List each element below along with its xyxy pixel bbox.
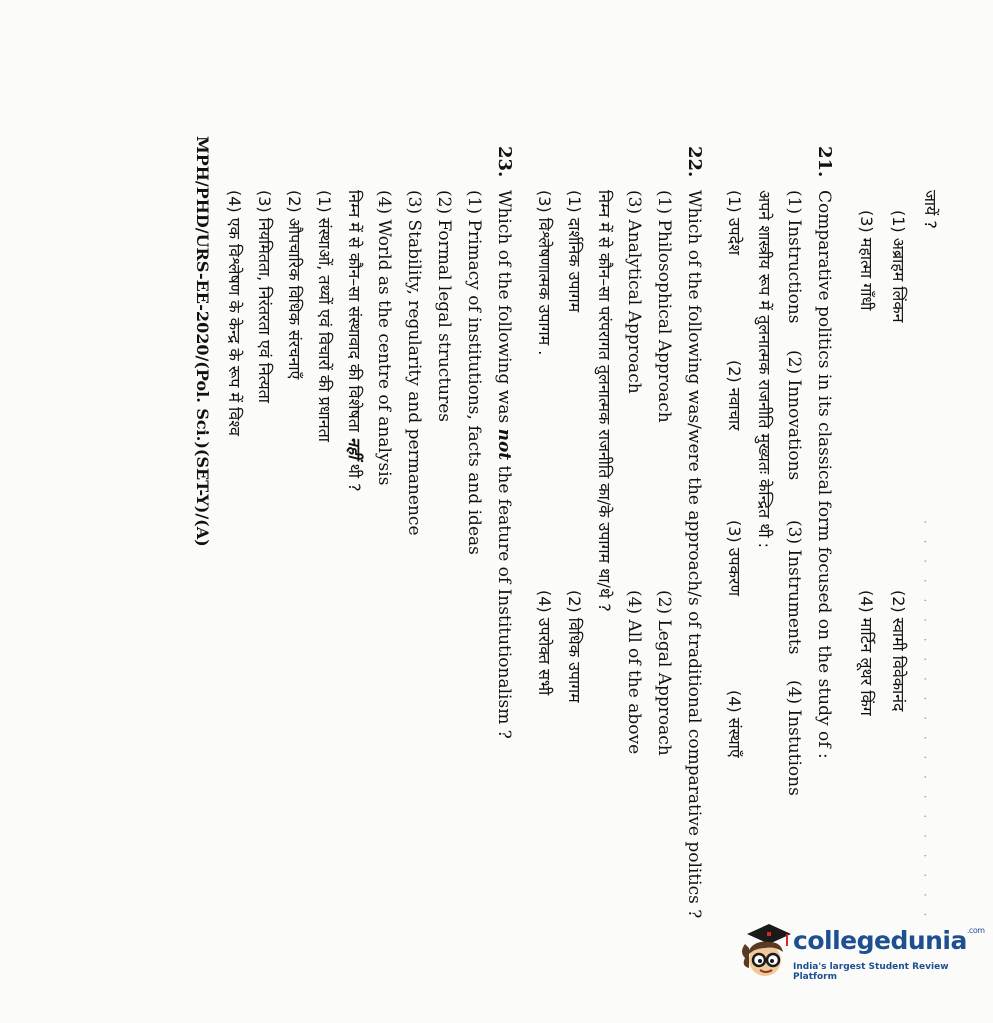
q21-option-hi-2: (2) नवाचार: [725, 360, 744, 431]
q22-option-hi-1: (1) दार्शनिक उपागम: [565, 190, 584, 313]
watermark-brand: collegedunia$^{.com}$: [793, 926, 985, 955]
q22-option-en-3: (3) Analytical Approach: [624, 190, 644, 394]
q23-option-hi-1: (1) संस्थाओं, तथ्यों एवं विचारों की प्रधानता: [315, 190, 334, 442]
collegedunia-watermark: [735, 918, 985, 988]
footer-code: MPH/PHD/URS-EE-2020/(Pol. Sci.)(SET-Y)/(A): [193, 136, 212, 547]
q20-option-4: (4) मार्टिन लूथर किंग: [857, 590, 876, 716]
q23-text-hi-pre: निम्न में से कौन–सा संस्थावाद की विशेषता: [345, 190, 364, 438]
q23-option-hi-2: (2) औपचारिक विधिक संरचनाएँ: [285, 190, 304, 380]
q21-question-hi: [753, 190, 775, 548]
q23-text-hi-emphasis: नहीं: [345, 437, 364, 459]
q23-text-en-pre: Which of the following was: [494, 190, 514, 429]
q22-option-hi-2: (2) विधिक उपागम: [565, 590, 584, 703]
q21-option-hi-4: (4) संस्थाएँ: [725, 690, 744, 758]
q22-question-hi: [593, 190, 615, 612]
q20-option-1: (1) अब्राहम लिंकन: [889, 210, 908, 323]
carry-text: जायें ?: [921, 190, 940, 229]
q22-option-hi-3: (3) विश्लेषणात्मक उपागम .: [535, 190, 554, 356]
q23-text-en-emphasis: not: [494, 428, 514, 461]
q23-option-en-3-line: [403, 190, 425, 536]
q21-option-en-1: (1) Instructions: [784, 190, 804, 324]
q23-option-en-3: (3) Stability, regularity and permanence: [404, 190, 424, 536]
q23-option-en-4: (4) World as the centre of analysis: [374, 190, 394, 486]
q22-option-en-2: (2) Legal Approach: [654, 590, 674, 756]
rotated-question-block: [41, 136, 941, 923]
q23-option-hi-4-line: [223, 190, 245, 436]
q21-option-en-2: (2) Innovations: [784, 350, 804, 481]
q23-text-hi-post: थी ?: [345, 458, 364, 492]
q21-text-hi: अपने शास्त्रीय रूप में तुलनात्मक राजनीति मुख्यतः केन्द्रित थी :: [755, 190, 774, 549]
q23-option-en-1-line: [463, 190, 485, 555]
faint-bleed-text: · · · · · · · · · · · · · · · · · · · · ·: [918, 520, 932, 923]
q23-question-en: [493, 146, 515, 739]
page-footer: [191, 136, 213, 547]
q21-text-en: Comparative politics in its classical form focused on the study of :: [814, 190, 834, 759]
q21-option-hi-1: (1) उपदेश: [725, 190, 744, 255]
q23-option-hi-1-line: [313, 190, 335, 442]
carry-over-line: [918, 190, 941, 923]
q23-option-en-2-line: [433, 190, 455, 422]
q23-question-hi: [343, 190, 365, 492]
q23-option-hi-4: (4) एक विश्लेषण के केन्द्र के रूप में विश्व: [225, 190, 244, 436]
q22-text-en: Which of the following was/were the approach/s of traditional comparative politics ?: [684, 190, 704, 919]
q22-option-en-4: (4) All of the above: [624, 590, 644, 755]
q23-option-hi-3: (3) नियमितता, निरंतरता एवं नित्यता: [255, 190, 274, 403]
watermark-suffix: .com: [966, 926, 985, 935]
watermark-tagline: India's largest Student Review Platform: [793, 962, 949, 982]
graduate-mascot-icon: [735, 922, 795, 982]
q21-option-en-3: (3) Instruments: [784, 520, 804, 655]
q22-number: 22.: [684, 146, 705, 178]
q23-option-en-1: (1) Primacy of institutions, facts and ideas: [464, 190, 484, 555]
q22-text-hi: निम्न में से कौन–सा परंपरागत तुलनात्मक राजनीति का/के उपागम था/थे ?: [595, 190, 614, 612]
q22-option-hi-4: (4) उपरोक्त सभी: [535, 590, 554, 696]
q23-option-hi-2-line: [283, 190, 305, 379]
q20-option-3: (3) महात्मा गाँधी: [857, 210, 876, 311]
q23-option-hi-3-line: [253, 190, 275, 403]
q21-number: 21.: [814, 146, 835, 178]
q23-number: 23.: [494, 146, 515, 178]
q23-text-en-post: the feature of Institutionalism ?: [494, 460, 514, 739]
q21-question-en: [813, 146, 835, 759]
q22-question-en: [683, 146, 705, 919]
q23-option-en-4-line: [373, 190, 395, 485]
q20-option-2: (2) स्वामी विवेकानंद: [889, 590, 908, 712]
q23-option-en-2: (2) Formal legal structures: [434, 190, 454, 423]
q21-option-en-4: (4) Instutions: [784, 680, 804, 796]
q21-option-hi-3: (3) उपकरण: [725, 520, 744, 597]
q22-option-en-1: (1) Philosophical Approach: [654, 190, 674, 423]
